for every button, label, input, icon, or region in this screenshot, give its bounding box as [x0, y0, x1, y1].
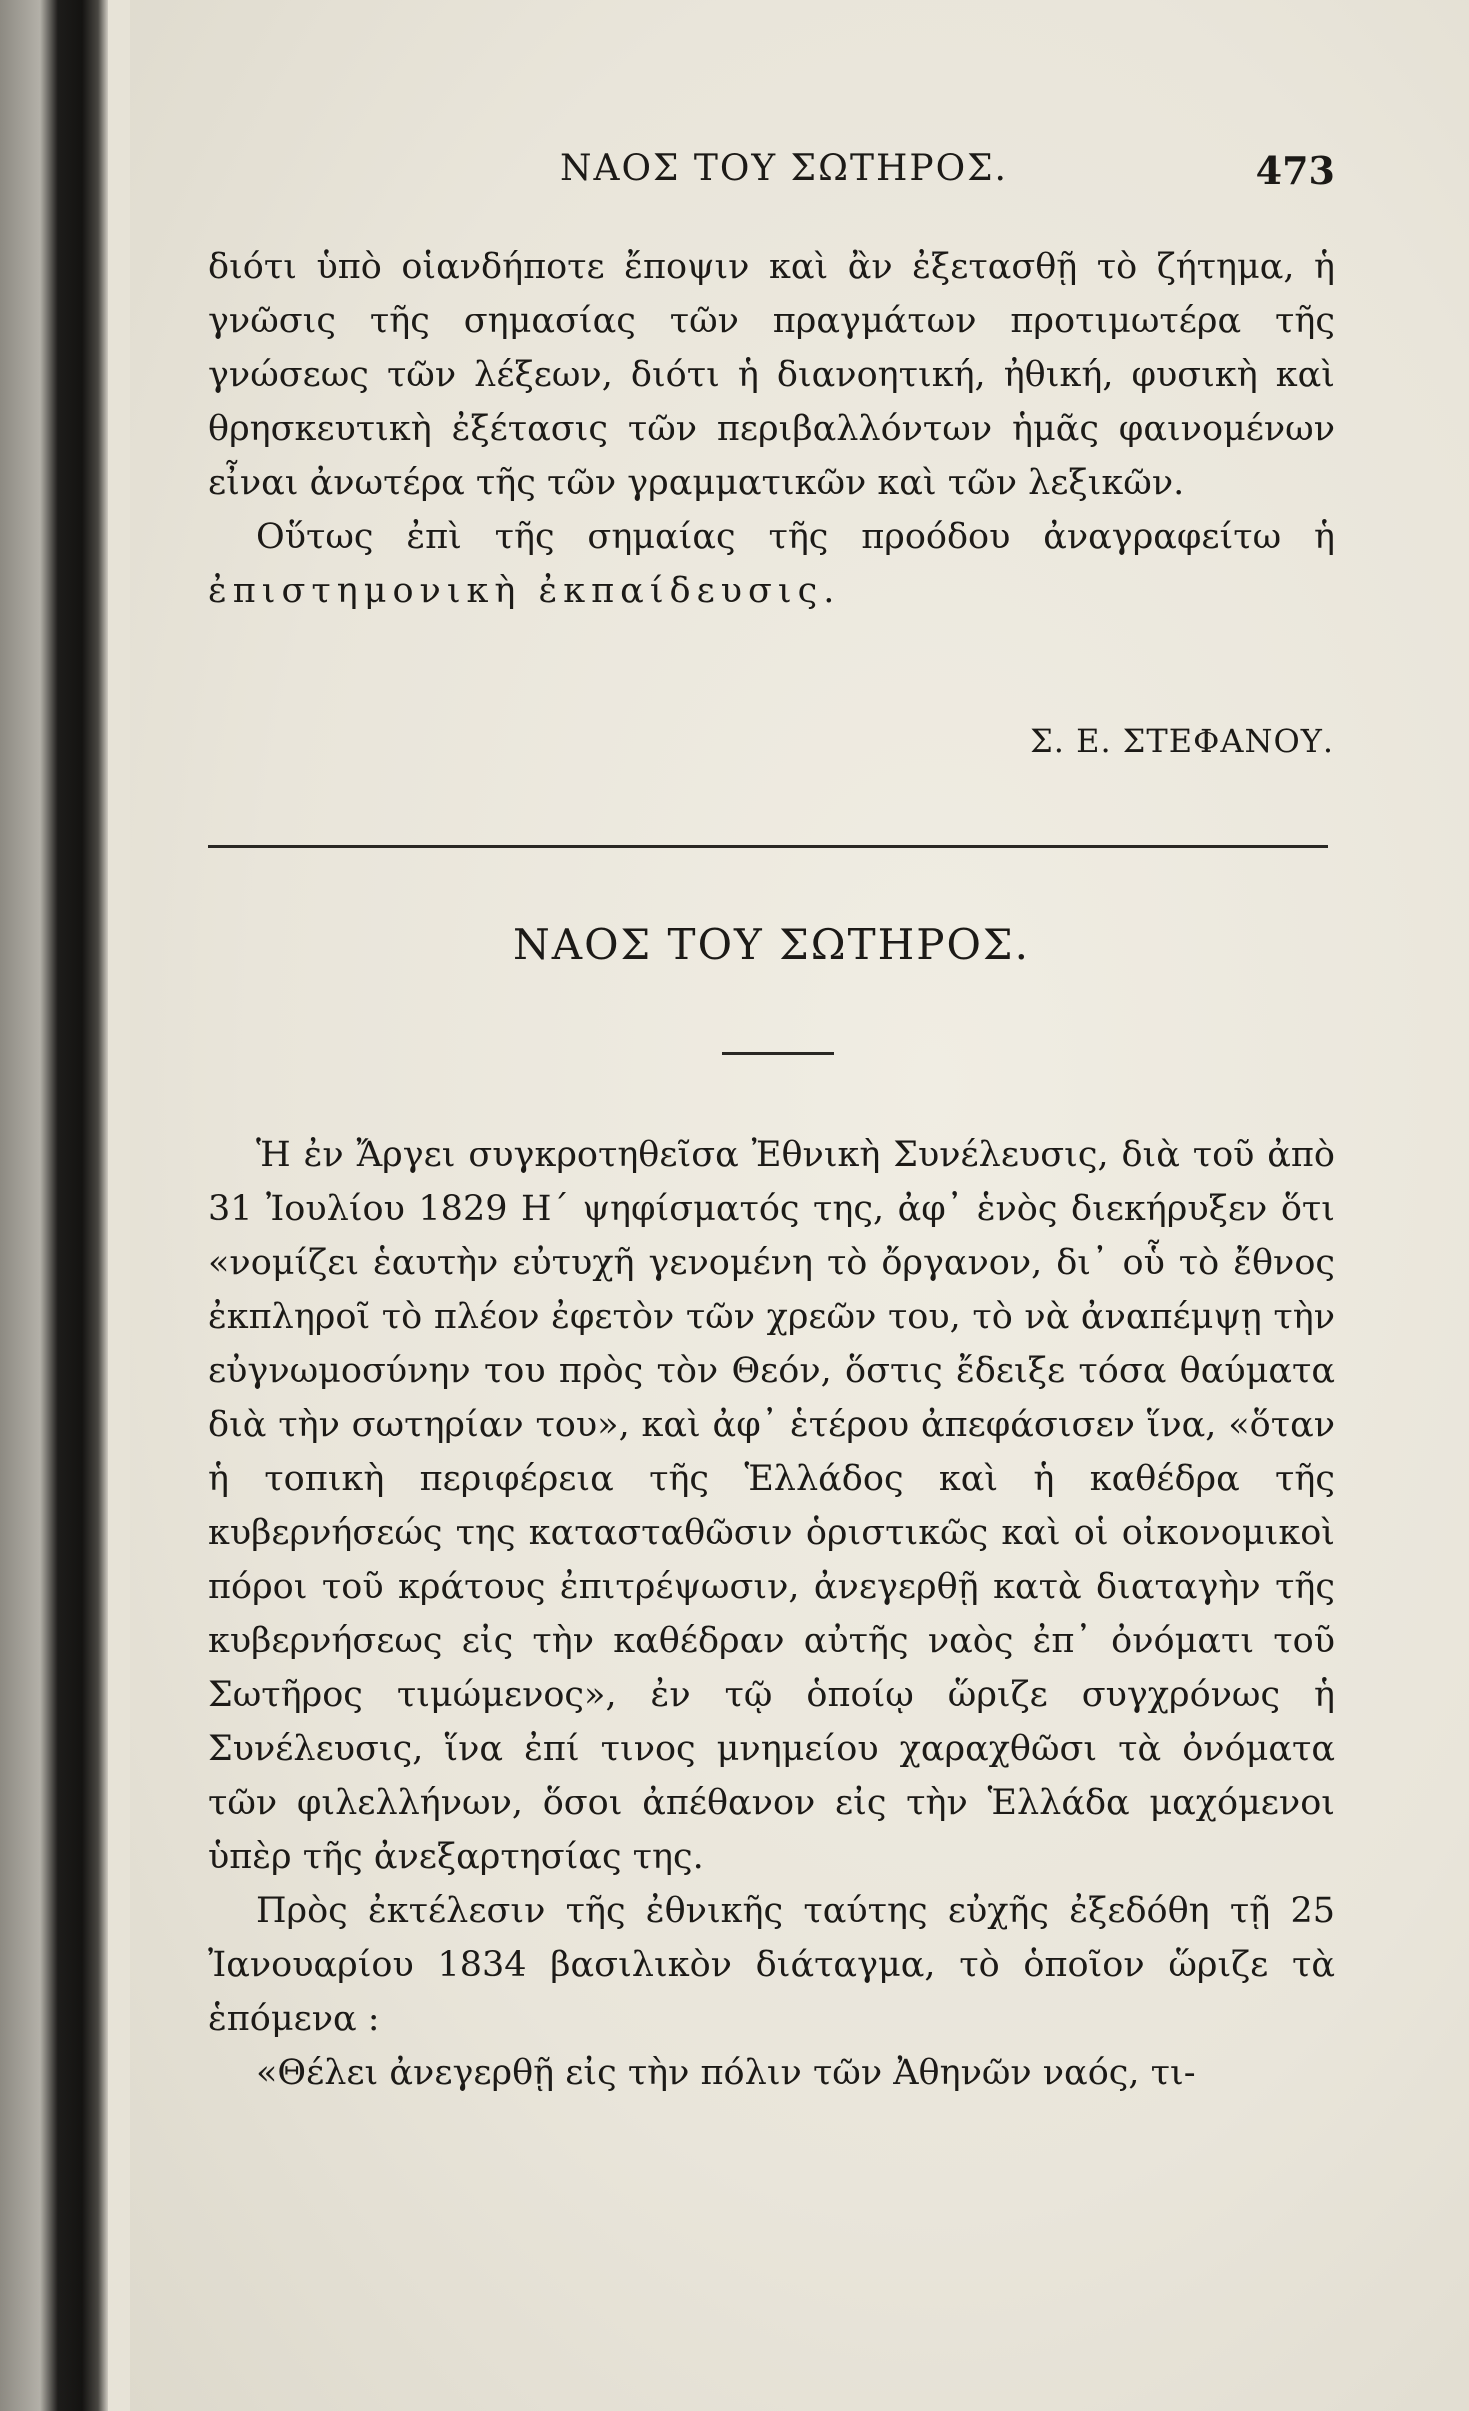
article-ending: [208, 240, 1335, 618]
article-body: [208, 1128, 1335, 2100]
section-title: ΝΑΟΣ ΤΟΥ ΣΩΤΗΡΟΣ.: [513, 920, 1030, 969]
paragraph: [208, 510, 1335, 618]
page-number: 473: [1255, 148, 1335, 193]
book-spine-shadow: [0, 0, 108, 2411]
section-divider: [208, 845, 1328, 848]
paragraph: διότι ὑπὸ οἱανδήποτε ἔποψιν καὶ ἂν ἐξετασθῇ τὸ ζήτημα, ἡ γνῶσις τῆς σημασίας τῶν πραγμάτων προτιμωτέρα τῆς γνώσεως τῶν λέξεων, διότι ἡ διανοητική, ἠθική, φυσικὴ καὶ θρησκευτικὴ ἐξέτασις τῶν περιβαλλόντων ἡμᾶς φαινομένων εἶναι ἀνωτέρα τῆς τῶν γραμματικῶν καὶ τῶν λεξικῶν.: [208, 247, 1335, 503]
author-signature: Σ. Ε. ΣΤΕΦΑΝΟΥ.: [1030, 722, 1334, 760]
page-header: [430, 148, 1335, 198]
running-title: ΝΑΟΣ ΤΟΥ ΣΩΤΗΡΟΣ.: [560, 148, 1008, 189]
paragraph: Ἡ ἐν Ἄργει συγκροτηθεῖσα Ἐθνικὴ Συνέλευσις, διὰ τοῦ ἀπὸ 31 Ἰουλίου 1829 Η΄ ψηφίσματός της, ἀφ᾽ ἑνὸς διεκήρυξεν ὅτι «νομίζει ἑαυτὴν εὐτυχῆ γενομένη τὸ ὄργανον, δι᾽ οὗ τὸ ἔθνος ἐκπληροῖ τὸ πλέον ἐφετὸν τῶν χρεῶν του, τὸ νὰ ἀναπέμψῃ τὴν εὐγνωμοσύνην του πρὸς τὸν Θεόν, ὅστις ἔδειξε τόσα θαύματα διὰ τὴν σωτηρίαν του», καὶ ἀφ᾽ ἑτέρου ἀπεφάσισεν ἵνα, «ὅταν ἡ τοπικὴ περιφέρεια τῆς Ἑλλάδος καὶ ἡ καθέδρα τῆς κυβερνήσεώς της κατασταθῶσιν ὁριστικῶς καὶ οἱ οἰκονομικοὶ πόροι τοῦ κράτους ἐπιτρέψωσιν, ἀνεγερθῇ κατὰ διαταγὴν τῆς κυβερνήσεως εἰς τὴν καθέδραν αὐτῆς ναὸς ἐπ᾽ ὀνόματι τοῦ Σωτῆρος τιμώμενος», ἐν τῷ ὁποίῳ ὥριζε συγχρόνως ἡ Συνέλευσις, ἵνα ἐπί τινος μνημείου χαραχθῶσι τὰ ὀνόματα τῶν φιλελλήνων, ὅσοι ἀπέθανον εἰς τὴν Ἑλλάδα μαχόμενοι ὑπὲρ τῆς ἀνεξαρτησίας της.: [208, 1135, 1335, 1877]
title-rule: [722, 1052, 834, 1055]
paragraph: «Θέλει ἀνεγερθῇ εἰς τὴν πόλιν τῶν Ἀθηνῶν ναός, τι-: [256, 2053, 1196, 2093]
paragraph: Πρὸς ἐκτέλεσιν τῆς ἐθνικῆς ταύτης εὐχῆς ἐξεδόθη τῇ 25 Ἰανουαρίου 1834 βασιλικὸν διάταγμα, τὸ ὁποῖον ὥριζε τὰ ἑπόμενα :: [208, 1891, 1335, 2039]
paragraph-lead: Οὕτως ἐπὶ τῆς σημαίας τῆς προόδου ἀναγραφείτω ἡ: [256, 517, 1335, 557]
spaced-emphasis: ἐπιστημονικὴ ἐκπαίδευσις.: [208, 571, 841, 611]
book-page: [130, 0, 1469, 2411]
